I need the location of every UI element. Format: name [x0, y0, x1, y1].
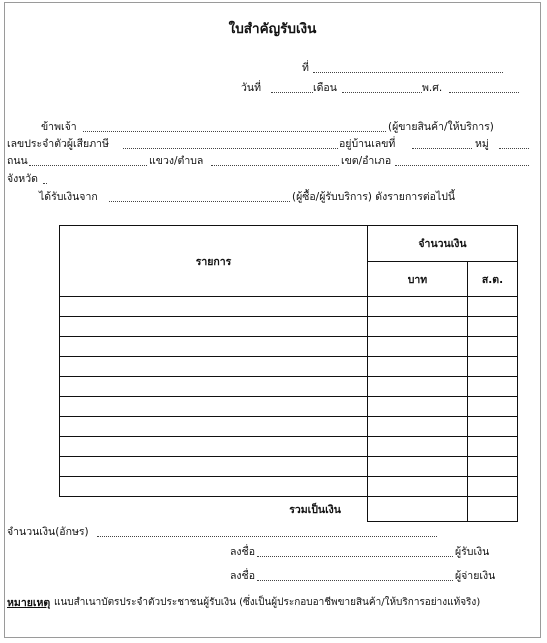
table-row[interactable]: [60, 317, 518, 337]
moo-label: หมู่: [475, 138, 489, 150]
buyer-label: (ผู้ซื้อ/ผู้รับบริการ) ดังรายการต่อไปนี้: [292, 191, 456, 203]
seller-label: (ผู้ขายสินค้า/ให้บริการ): [388, 121, 494, 133]
taxid-label: เลขประจำตัวผู้เสียภาษี: [7, 138, 109, 150]
note-text: แนบสำเนาบัตรประจำตัวประชาชนผู้รับเงิน (ซึ่งเป็นผู้ประกอบอาชีพขายสินค้า/ให้บริการอย่างแท้จริง): [54, 597, 481, 608]
house-label: อยู่บ้านเลขที่: [339, 138, 396, 150]
taxid-field[interactable]: [123, 148, 338, 149]
note-label: หมายเหตุ: [7, 597, 51, 609]
month-field[interactable]: [342, 92, 422, 93]
table-row[interactable]: [60, 397, 518, 417]
amount-header: จำนวนเงิน: [368, 226, 518, 262]
total-satang-cell[interactable]: [468, 497, 518, 522]
table-row[interactable]: [60, 357, 518, 377]
amount-words-label: จำนวนเงิน(อักษร): [7, 526, 89, 538]
table-row[interactable]: [60, 457, 518, 477]
subdistrict-label: แขวง/ตำบล: [149, 155, 204, 167]
table-row[interactable]: [60, 437, 518, 457]
date-label: วันที่: [241, 82, 261, 94]
sign-label-payer: ลงชื่อ: [230, 570, 255, 582]
table-row[interactable]: [60, 337, 518, 357]
seller-name-field[interactable]: [83, 131, 386, 132]
total-baht-cell[interactable]: [368, 497, 468, 522]
table-row[interactable]: [60, 377, 518, 397]
baht-header: บาท: [368, 262, 468, 297]
sign-label-receiver: ลงชื่อ: [230, 546, 255, 558]
district-field[interactable]: [395, 165, 529, 166]
province-field[interactable]: [43, 183, 47, 184]
month-label: เดือน: [313, 82, 337, 94]
table-row[interactable]: [60, 297, 518, 317]
buyer-name-field[interactable]: [109, 201, 290, 202]
i-label: ข้าพเจ้า: [41, 121, 77, 133]
items-header: รายการ: [60, 226, 368, 297]
road-label: ถนน: [7, 155, 28, 167]
moo-field[interactable]: [499, 148, 529, 149]
table-row[interactable]: [60, 417, 518, 437]
total-label: รวมเป็นเงิน: [60, 497, 368, 522]
district-label: เขต/อำเภอ: [341, 155, 392, 167]
received-label: ได้รับเงินจาก: [39, 191, 98, 203]
receiver-label: ผู้รับเงิน: [455, 546, 490, 558]
subdistrict-field[interactable]: [211, 165, 339, 166]
payer-sign-field[interactable]: [257, 580, 453, 581]
receipt-form: [4, 2, 541, 638]
day-field[interactable]: [271, 92, 313, 93]
items-table: [59, 225, 518, 522]
table-row[interactable]: [60, 477, 518, 497]
province-label: จังหวัด: [7, 173, 38, 185]
form-title: ใบสำคัญรับเงิน: [228, 21, 317, 37]
house-field[interactable]: [412, 148, 472, 149]
satang-header: ส.ต.: [468, 262, 518, 297]
receiver-sign-field[interactable]: [257, 556, 453, 557]
year-label: พ.ศ.: [422, 82, 443, 94]
at-label: ที่: [302, 62, 309, 74]
at-field[interactable]: [313, 72, 503, 73]
payer-label: ผู้จ่ายเงิน: [455, 570, 496, 582]
year-field[interactable]: [449, 92, 519, 93]
road-field[interactable]: [29, 165, 147, 166]
amount-words-field[interactable]: [97, 536, 437, 537]
